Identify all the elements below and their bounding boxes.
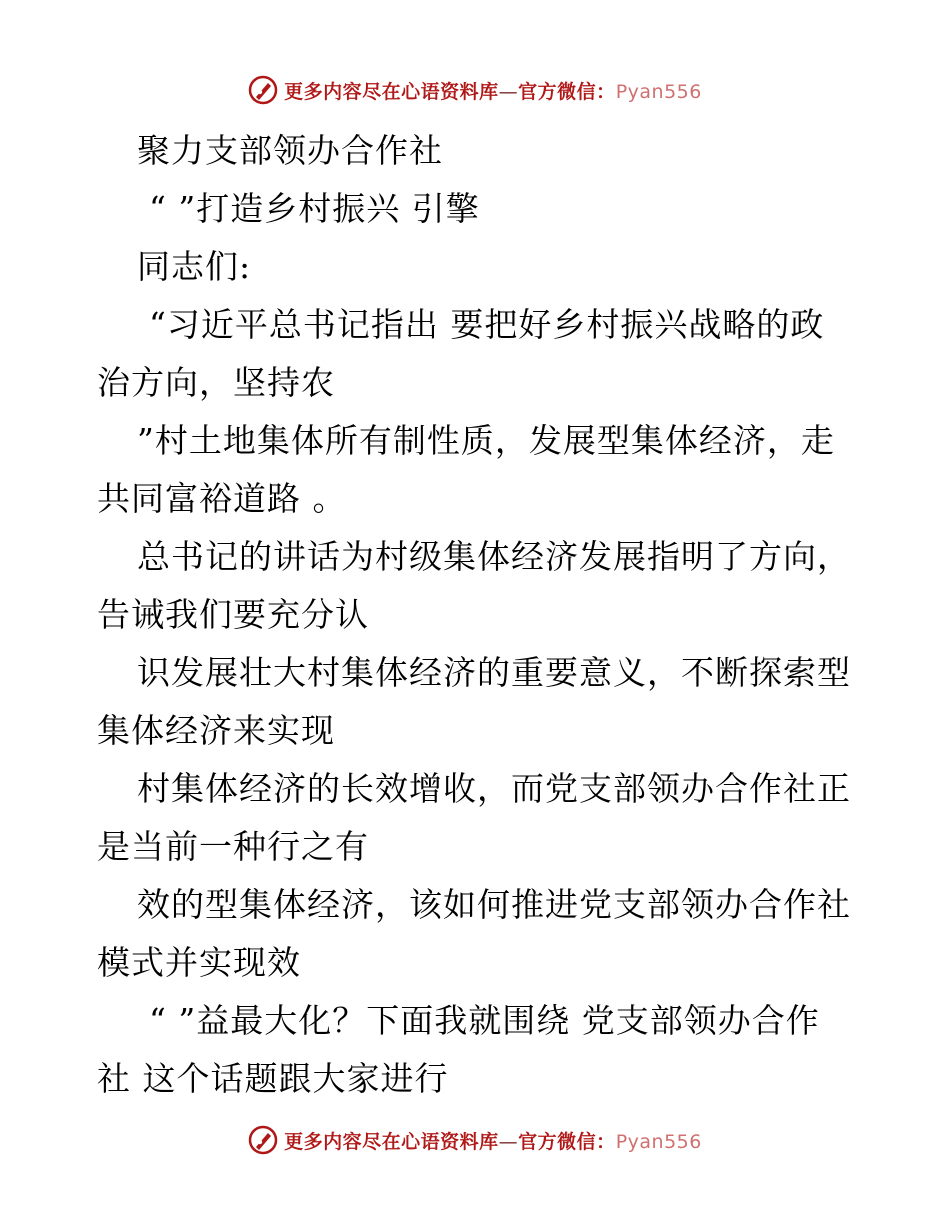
doc-text-line: 告诫我们要充分认 [97, 595, 369, 634]
doc-text-line: ”村土地集体所有制性质，发展型集体经济，走 [137, 421, 835, 460]
watermark-brand: 更多内容尽在心语资料库 [284, 1130, 499, 1153]
pen-logo-icon [248, 75, 278, 105]
header-watermark [0, 70, 950, 110]
pen-logo-icon [248, 1125, 278, 1155]
watermark-brand: 更多内容尽在心语资料库 [284, 80, 499, 103]
doc-text-line: “ ”益最大化？下面我就围绕 党支部领办合作 [149, 1001, 820, 1040]
document-body [97, 122, 857, 1108]
doc-text-line: 识发展壮大村集体经济的重要意义，不断探索型 [137, 653, 851, 692]
watermark-wechat-label: 官方微信： [518, 1130, 616, 1153]
doc-text-line: 村集体经济的长效增收，而党支部领办合作社正 [137, 769, 851, 808]
doc-text-line: 共同富裕道路 。 [97, 479, 347, 518]
watermark-separator: — [498, 1130, 519, 1153]
doc-subtitle-line: “ ”打造乡村振兴 引擎 [149, 189, 480, 228]
doc-text-line: 总书记的讲话为村级集体经济发展指明了方向， [137, 537, 851, 576]
footer-watermark [0, 1120, 950, 1160]
watermark-wechat-id: Pyan556 [615, 80, 702, 103]
doc-text-line: “习近平总书记指出 要把好乡村振兴战略的政 [149, 305, 825, 344]
watermark-wechat-label: 官方微信： [518, 80, 616, 103]
watermark-text [284, 77, 702, 104]
doc-text-line: 是当前一种行之有 [97, 827, 369, 866]
doc-title-line: 聚力支部领办合作社 [137, 131, 443, 170]
doc-text-line: 集体经济来实现 [97, 711, 335, 750]
watermark-text [284, 1127, 702, 1154]
doc-text-line: 治方向，坚持农 [97, 363, 335, 402]
doc-text-line: 模式并实现效 [97, 943, 301, 982]
doc-salutation: 同志们: [137, 247, 252, 286]
doc-text-line: 社 这个话题跟大家进行 [97, 1059, 449, 1098]
doc-text-line: 效的型集体经济，该如何推进党支部领办合作社 [137, 885, 851, 924]
watermark-separator: — [498, 80, 519, 103]
watermark-wechat-id: Pyan556 [615, 1130, 702, 1153]
